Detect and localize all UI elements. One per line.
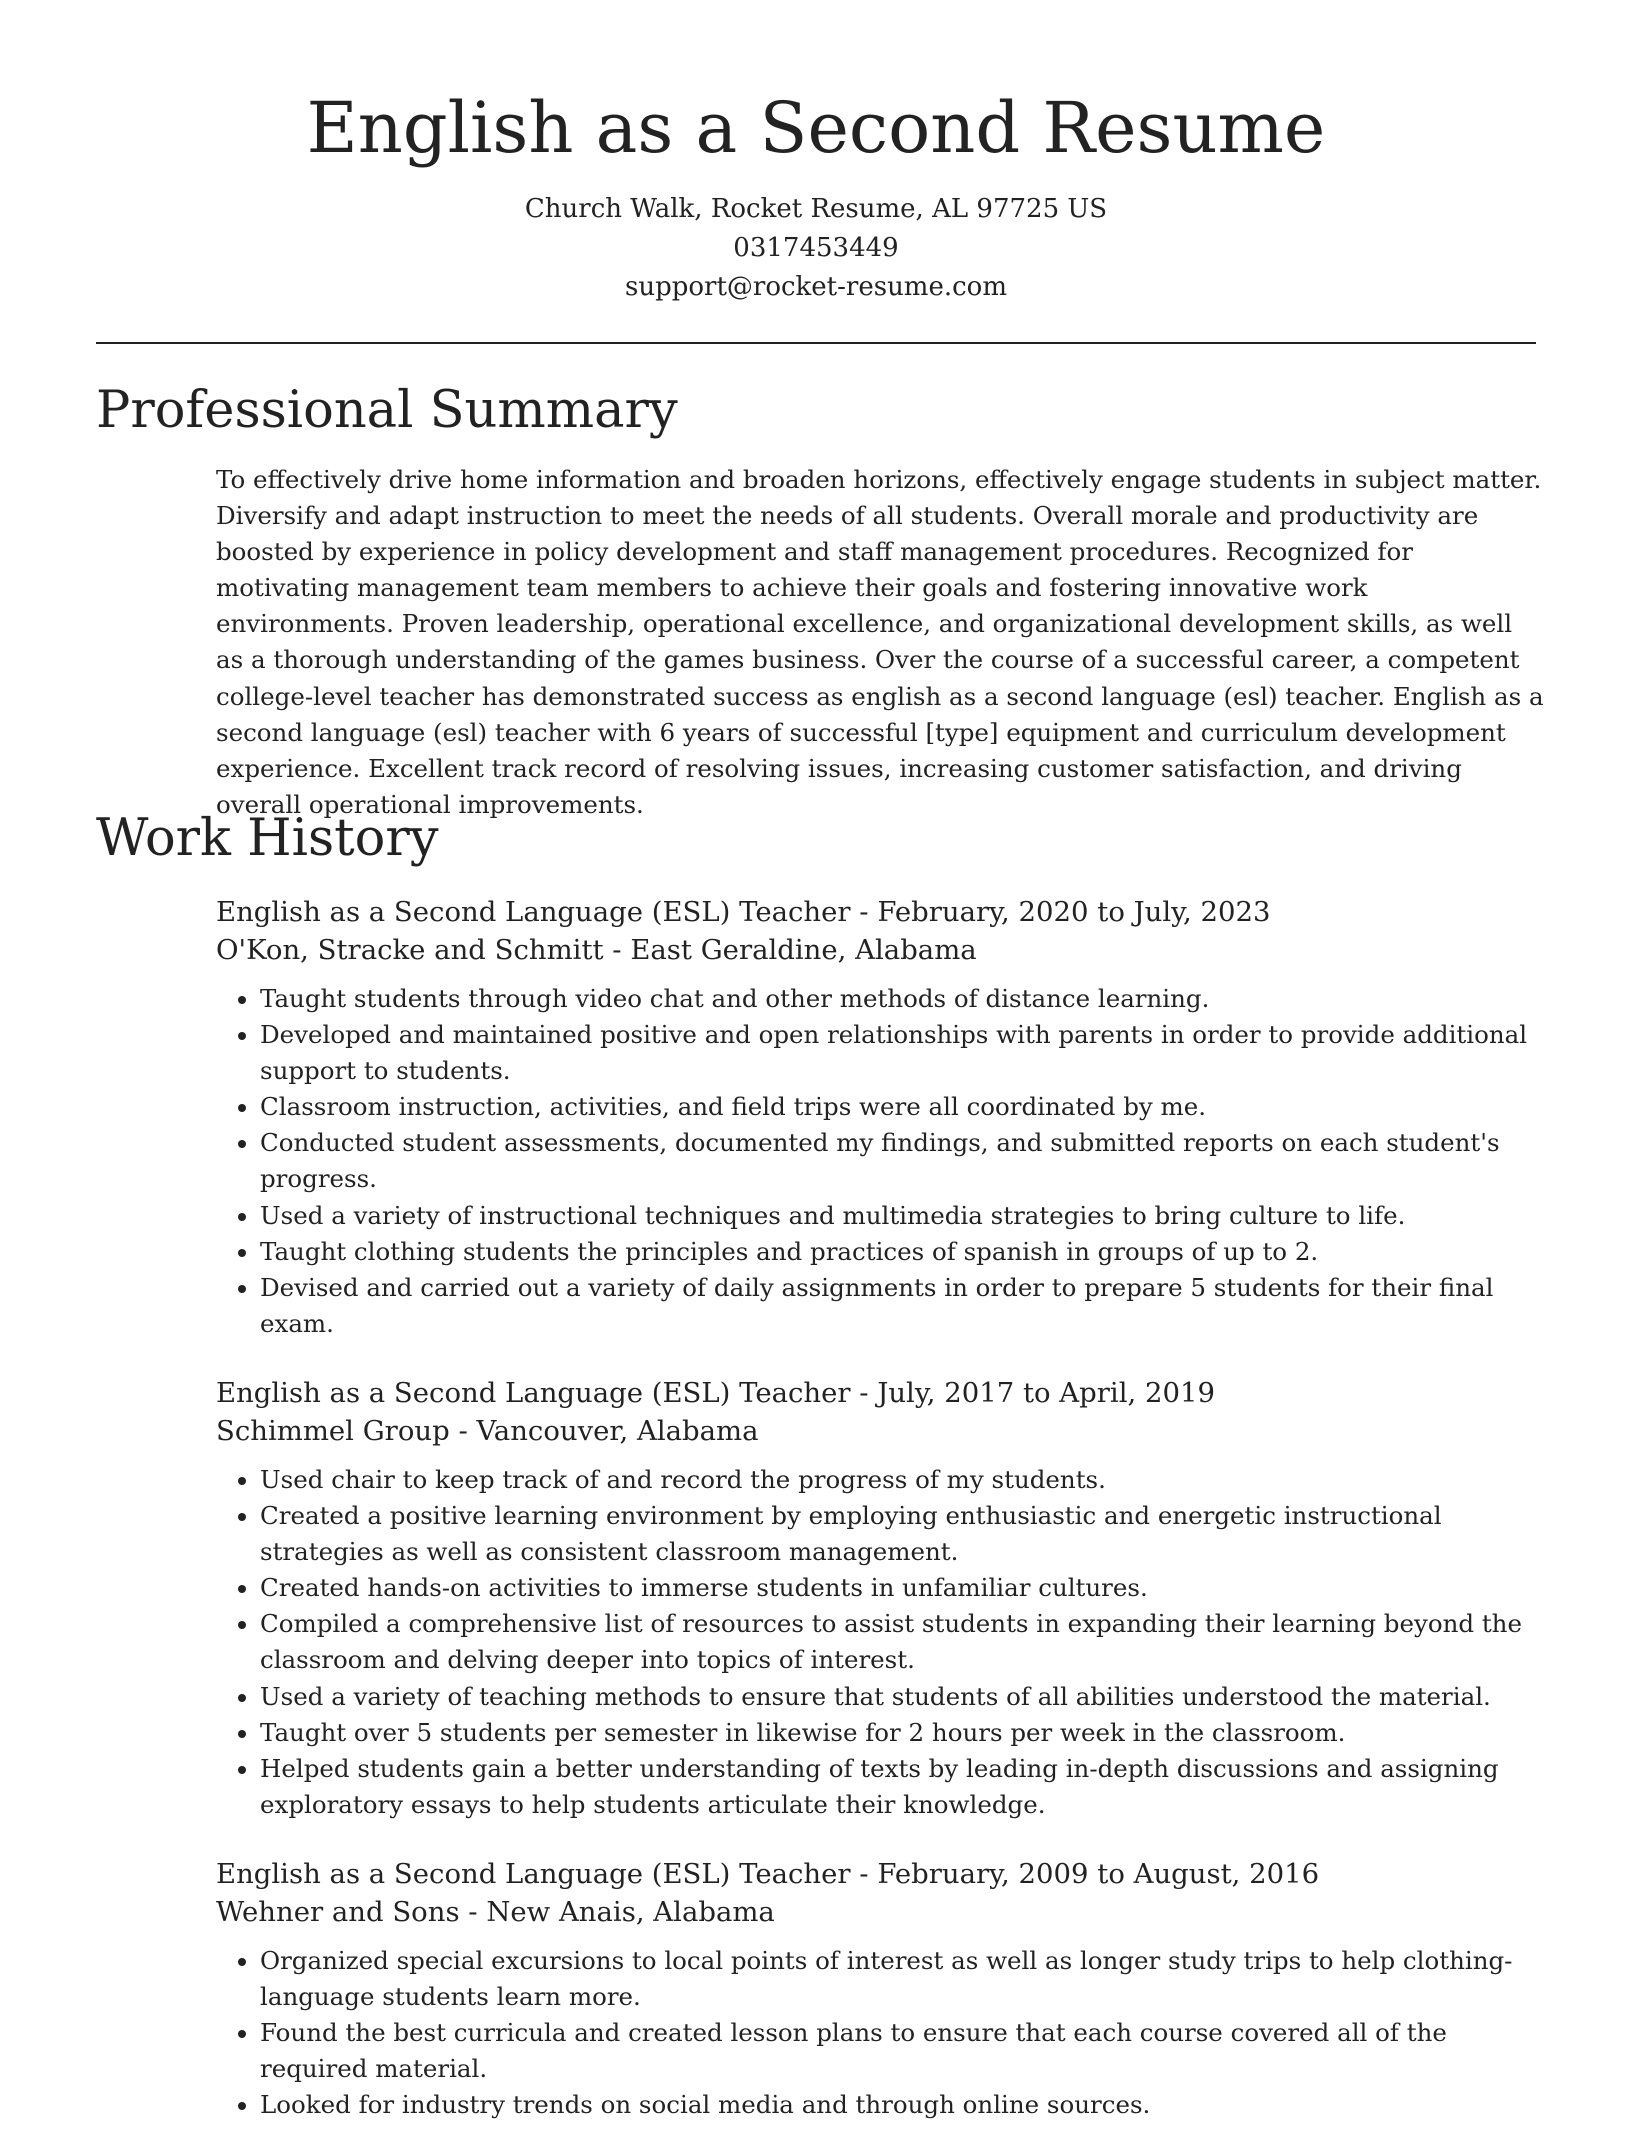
header-divider <box>96 342 1536 344</box>
job-company: Schimmel Group - Vancouver, Alabama <box>216 1414 759 1447</box>
contact-phone: 0317453449 <box>733 233 899 263</box>
job-bullet: • Used a variety of instructional techniques and multimedia strategies to bring culture to life. <box>260 1198 1546 1234</box>
job-bullet: • Looked for industry trends on social media and through online sources. <box>260 2087 1546 2123</box>
job-bullet: • Taught over 5 students per semester in likewise for 2 hours per week in the classroom. <box>260 1715 1546 1751</box>
contact-address: Church Walk, Rocket Resume, AL 97725 US <box>524 194 1108 224</box>
job-entry <box>216 893 1546 1342</box>
contact-block <box>0 190 1632 307</box>
job-bullets <box>216 1462 1546 1823</box>
job-bullet: • Organized special excursions to local points of interest as well as longer study trips to help clothing-language students learn more. <box>260 1943 1546 2015</box>
job-company: O'Kon, Stracke and Schmitt - East Geraldine, Alabama <box>216 934 977 966</box>
job-bullet: • Used a variety of teaching methods to ensure that students of all abilities understood the material. <box>260 1679 1546 1715</box>
job-bullet: • Taught students through video chat and other methods of distance learning. <box>260 981 1546 1017</box>
work-history-list <box>216 893 1546 2155</box>
job-entry <box>216 1855 1546 2123</box>
job-title: English as a Second Language (ESL) Teacher - February, 2020 to July, 2023 <box>216 896 1271 928</box>
job-bullet: • Helped students gain a better understanding of texts by leading in-depth discussions and assigning exploratory essays to help students articulate their knowledge. <box>260 1751 1546 1823</box>
work-history-heading: Work History <box>96 809 439 868</box>
job-bullets <box>216 1943 1546 2123</box>
job-bullet: • Found the best curricula and created lesson plans to ensure that each course covered all of the required material. <box>260 2015 1546 2087</box>
resume-name: English as a Second Resume <box>306 87 1326 169</box>
job-title: English as a Second Language (ESL) Teacher - July, 2017 to April, 2019 <box>216 1376 1215 1409</box>
job-bullet: • Developed and maintained positive and open relationships with parents in order to provide additional support to students. <box>260 1017 1546 1089</box>
job-bullets <box>216 981 1546 1342</box>
job-bullet: • Created hands-on activities to immerse students in unfamiliar cultures. <box>260 1570 1546 1606</box>
summary-heading: Professional Summary <box>96 381 678 440</box>
job-bullet: • Compiled a comprehensive list of resources to assist students in expanding their learning beyond the classroom and delving deeper into topics of interest. <box>260 1606 1546 1678</box>
job-company: Wehner and Sons - New Anais, Alabama <box>216 1895 775 1928</box>
job-entry <box>216 1374 1546 1823</box>
summary-text: To effectively drive home information and broaden horizons, effectively engage students in subject matter. Diversify and adapt instruction to meet the needs of all students. Overall morale and productivity are boosted by experience in policy development and staff management procedures. Recognized for motivating management team members to achieve their goals and fostering innovative work environments. Proven leadership, operational excellence, and organizational development skills, as well as a thorough understanding of the games business. Over the course of a successful career, a competent college-level teacher has demonstrated success as english as a second language (esl) teacher. English as a second language (esl) teacher with 6 years of successful [type] equipment and curriculum development experience. Excellent track record of resolving issues, increasing customer satisfaction, and driving overall operational improvements. <box>216 465 1544 819</box>
job-bullet: • Devised and carried out a variety of daily assignments in order to prepare 5 students for their final exam. <box>260 1270 1546 1342</box>
job-bullet: • Created a positive learning environment by employing enthusiastic and energetic instructional strategies as well as consistent classroom management. <box>260 1498 1546 1570</box>
job-title: English as a Second Language (ESL) Teacher - February, 2009 to August, 2016 <box>216 1857 1320 1890</box>
job-bullet: • Taught clothing students the principles and practices of spanish in groups of up to 2. <box>260 1234 1546 1270</box>
job-bullet: • Used chair to keep track of and record the progress of my students. <box>260 1462 1546 1498</box>
contact-email: support@rocket-resume.com <box>624 272 1007 302</box>
job-bullet: • Conducted student assessments, documented my findings, and submitted reports on each student's progress. <box>260 1125 1546 1197</box>
job-bullet: • Classroom instruction, activities, and field trips were all coordinated by me. <box>260 1089 1546 1125</box>
